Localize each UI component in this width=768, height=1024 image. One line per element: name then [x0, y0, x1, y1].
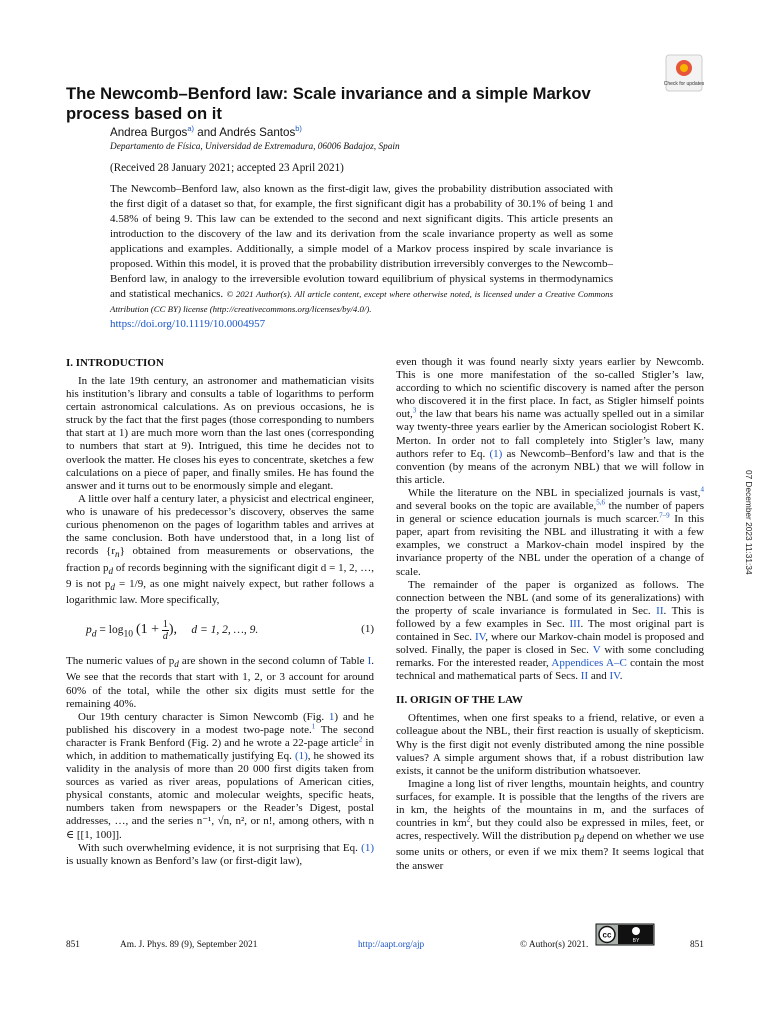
check-for-updates-badge[interactable]: [663, 55, 705, 91]
intro-paragraph-3: The numeric values of $p_d$ are shown in the second column of Table I. We see that the records that start with 1, 2, or 3 account for around 60% of the total, while the other six digits must settle for the remaining 40%.: [66, 655, 374, 710]
sec-5-link[interactable]: V: [592, 644, 601, 657]
abstract-text: The Newcomb–Benford law, also known as the first-digit law, gives the probability distribution associated with the first digit of a dataset so that, for example, the first significant digit has a probability of 30.1% of being 1 and 4.58% of being 9. This law can be extended to the second and next significant digits. This article presents an introduction to the discovery of the law and its derivation from the scale invariance property as well as some applications and examples. Additionally, a simple model of a Markov process inspired by scale invariance is proposed. Within this model, it is proved that the probability distribution irreversibly converges to the Newcomb–Benford law, in analogy to the irreversible evolution toward equilibrium of physical systems in thermodynamics and statistical mechanics.: [110, 183, 613, 300]
intro-paragraph-1: In the late 19th century, an astronomer and mathematician visits his institution’s library and consults a table of logarithms to perform certain astronomical calculations. As on previous occasions, he is struck by the fact that the first pages (those corresponding to numbers that start at 1) are much more worn than the last ones (corresponding to numbers that start at 9). Intrigued, this time he decides not to overlook the matter. He closes his eyes to concentrate, sketches a few calculations on a piece of paper, and finally smiles. He has found the answer and it turns out to be enormously simple and elegant.: [66, 375, 374, 492]
journal-citation: Am. J. Phys. 89 (9), September 2021: [120, 940, 258, 950]
author-2: Andrés Santos: [219, 126, 296, 139]
ref-2-link[interactable]: 2: [358, 735, 363, 744]
affiliation: Departamento de Física, Universidad de Extremadura, 06006 Badajoz, Spain: [110, 142, 400, 152]
ref-3-link[interactable]: 3: [412, 406, 417, 415]
equation-1-label: (1): [361, 623, 374, 636]
ref-4-link[interactable]: 4: [700, 485, 704, 494]
sec-2-link-2[interactable]: II: [580, 670, 589, 683]
copyright: © Author(s) 2021.: [520, 940, 589, 950]
sec-2-link[interactable]: II: [656, 604, 664, 617]
eq-1-link-2[interactable]: (1): [361, 841, 374, 854]
cc-label: cc: [602, 930, 612, 940]
page-number-left: 851: [66, 940, 80, 950]
author-line: [110, 126, 302, 139]
section-heading-origin: II. ORIGIN OF THE LAW: [396, 694, 523, 707]
doi-link[interactable]: https://doi.org/10.1119/10.0004957: [110, 318, 266, 330]
fig-1-link[interactable]: 1: [328, 710, 335, 723]
intro-paragraph-4: Our 19th century character is Simon Newcomb (Fig. 1) and he published his discovery in a modest two-page note.$^1$ The second character is Frank Benford (Fig. 2) and he wrote a 22-page article$^2$ in which, in addition to mathematically justifying Eq. (1), he showed its validity in the analysis of more than 20 000 first digits taken from sources as varied as river areas, populations of American cities, physical constants, atomic and molecular weights, specific heats, numbers taken from newspapers or the Reader’s Digest, postal addresses, …, and the series n⁻¹, √n, n², or n!, among others, with n ∈ [[1, 100]].: [66, 710, 374, 841]
ref-1-link[interactable]: 1: [311, 722, 316, 731]
right-column: [396, 356, 704, 873]
eq-1-link[interactable]: (1): [294, 750, 308, 762]
ref-7-9-link[interactable]: 7–9: [659, 511, 670, 520]
sec-4-link[interactable]: IV: [475, 630, 486, 643]
author-2-mark[interactable]: b): [295, 124, 302, 134]
intro-paragraph-2: A little over half a century later, a physicist and electrical engineer, who is unaware of his predecessor’s discovery, observes the same curious phenomenon on the pages of logarithm tables and arrives at the same conclusion. Both have understood that, in a long list of records $\{r_n\}$ obtained from measurements or observations, the fraction $p_d$ of records beginning with the significant digit d = 1, 2, …, 9 is not $p_d = 1/9$, as one might naively expect, but rather follows a logarithmic law. More specifically,: [66, 492, 374, 607]
left-column: [66, 356, 374, 868]
right-paragraph-3: The remainder of the paper is organized as follows. The connection between the NBL (and some of its generalizations) with the property of scale invariance is formulated in Sec. II. This is followed by a few examples in Sec. III. The most original part is contained in Sec. IV, where our Markov-chain model is proposed and solved. Finally, the paper is closed in Sec. V with some concluding remarks. For the interested reader, Appendices A–C contain the most technical and mathematical parts of Secs. II and IV.: [396, 578, 705, 683]
page-number-right: 851: [690, 940, 704, 950]
right-paragraph-1: even though it was found nearly sixty years earlier by Newcomb. This is one more manifestation of the so-called Stigler’s law, according to which no scientific discovery is named after the person who discovered it in the first place. In fact, as Stigler himself points out,$^3$ the law that bears his name was actually spelled out in a similar way twenty-three years earlier by the American sociologist Robert K. Merton. In order not to fall completely into Stigler’s law, many authors refer to Eq. (1) as Newcomb–Benford’s law and that is the convention (by means of the acronym NBL) that we will follow in this article.: [396, 356, 704, 486]
author-1: Andrea Burgos: [110, 126, 188, 139]
license-notice: © 2021 Author(s). All article content, except where otherwise noted, is licensed under a Creative Commons Attribution (CC BY) license (http://creativecommons.org/licenses/by/4.0/).: [110, 289, 613, 314]
origin-paragraph-1: Oftentimes, when one first speaks to a friend, relative, or even a colleague about the NBL, their first reaction is usually of skepticism. Why is the first digit not evenly distributed among the nine possible values? A simple argument shows that, if a robust distribution law exists, it cannot be the uniform distribution whatsoever.: [396, 712, 704, 777]
check-badge-label: Check for updates: [663, 81, 705, 87]
section-heading-introduction: I. INTRODUCTION: [66, 357, 164, 369]
table-1-link[interactable]: I: [367, 655, 372, 668]
ref-5-6-link[interactable]: 5,6: [596, 498, 605, 507]
received-dates: (Received 28 January 2021; accepted 23 April 2021): [110, 162, 344, 174]
authors-and: and: [197, 126, 217, 139]
intro-paragraph-5: With such overwhelming evidence, it is not surprising that Eq. (1) is usually known as Benford’s law (or first-digit law),: [66, 841, 374, 867]
sec-3-link[interactable]: III: [569, 617, 581, 630]
journal-url[interactable]: http://aapt.org/ajp: [358, 940, 425, 950]
by-label: BY: [632, 938, 640, 944]
right-paragraph-2: While the literature on the NBL in specialized journals is vast,$^4$ and several books on the topic are available,$^{5,6}$ the number of papers in general or science education journals is much scarcer.$^{7-9}$ In this paper, apart from revisiting the NBL and illustrating it with a few examples, we construct a Markov-chain model inspired by the invariance property of the NBL under the operation of a change of scale.: [396, 485, 704, 578]
abstract: [110, 182, 613, 332]
article-title: The Newcomb–Benford law: Scale invariance and a simple Markov process based on it: [66, 84, 591, 123]
appendices-link[interactable]: Appendices A–C: [551, 657, 627, 670]
download-timestamp: 07 December 2023 11:31:34: [744, 470, 754, 575]
sec-4-link-2[interactable]: IV: [609, 670, 620, 683]
origin-paragraph-2: Imagine a long list of river lengths, mountain heights, and country surfaces, for example. It is possible that the lengths of the rivers are in km, the heights of the mountains in m, and the surfaces of countries in $km^2$, but they could also be expressed in miles, feet, or acres, respectively. Will the distribution $p_d$ depend on whether we use some units or others, or even if we mix them? It seems logical that the answer: [396, 777, 705, 872]
author-1-mark[interactable]: a): [187, 124, 195, 134]
eq-1-link-3[interactable]: (1): [489, 447, 503, 460]
equation-1: $p_d = \log_{10} (1$ + $\frac{1}{d}$ ), d = 1, 2, …, 9. (1): [86, 619, 374, 643]
cc-by-license-badge[interactable]: [596, 924, 654, 945]
